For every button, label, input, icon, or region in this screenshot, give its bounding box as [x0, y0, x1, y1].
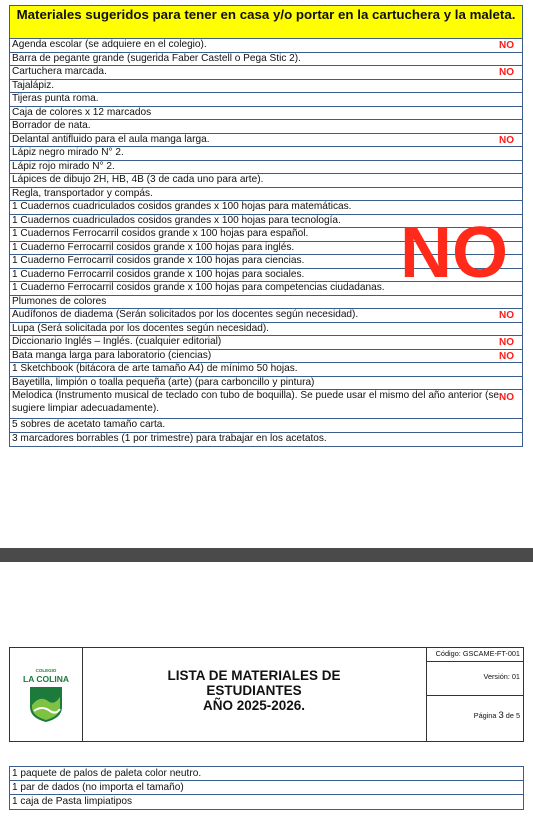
list-item: [10, 363, 522, 377]
list-item-text: Melodica (Instrumento musical de teclado con tubo de boquilla). Se puede usar el mismo del año anterior (se sugiere limpiar adecuadamente).: [12, 390, 500, 414]
not-required-mark: NO: [499, 67, 514, 78]
big-no-stamp: NO: [400, 213, 508, 293]
list-item-text: Borrador de nata.: [12, 120, 91, 131]
not-required-mark: NO: [499, 337, 514, 348]
title-line-2: ESTUDIANTES: [206, 683, 302, 698]
list-item-text: Lápiz rojo mirado N° 2.: [12, 160, 115, 172]
list-item: 1 paquete de palos de paleta color neutro.: [10, 767, 523, 781]
list-item-text: Plumones de colores: [12, 295, 107, 307]
list-item: [10, 120, 522, 134]
document-code: Código: GSCAME-FT-001: [427, 648, 523, 662]
document-header: [9, 647, 524, 742]
list-item-text: Bata manga larga para laboratorio (ciencias): [12, 349, 212, 361]
list-item: [10, 107, 522, 121]
table-header: Materiales sugeridos para tener en casa y/o portar en la cartuchera y la maleta.: [10, 6, 522, 39]
list-item-text: Tijeras punta roma.: [12, 93, 99, 104]
list-item-text: 3 marcadores borrables (1 por trimestre) para trabajar en los acetatos.: [12, 432, 327, 444]
list-item: [10, 390, 522, 419]
list-item-text: Barra de pegante grande (sugerida Faber Castell o Pega Stic 2).: [12, 52, 301, 64]
not-required-mark: NO: [499, 350, 514, 362]
list-item-text: Cartuchera marcada.: [12, 66, 107, 77]
list-item: [10, 377, 522, 391]
list-item: [10, 323, 522, 337]
not-required-mark: NO: [499, 310, 514, 321]
not-required-mark: NO: [499, 134, 514, 146]
title-line-1: LISTA DE MATERIALES DE: [167, 668, 341, 683]
page-divider: [0, 548, 533, 562]
list-item-text: 1 Cuaderno Ferrocarril cosidos grande x 100 hojas para sociales.: [12, 268, 305, 280]
not-required-mark: NO: [499, 392, 514, 403]
list-item: [10, 188, 522, 202]
list-item-text: 1 Cuaderno Ferrocarril cosidos grande x 100 hojas para ciencias.: [12, 255, 305, 266]
school-shield-icon: [28, 685, 64, 723]
list-item-text: Lupa (Será solicitada por los docentes según necesidad).: [12, 322, 269, 334]
page-label: Página: [473, 711, 497, 720]
materials-table-continued: [9, 766, 524, 810]
list-item: 1 caja de Pasta limpiatipos: [12, 796, 133, 807]
list-item-text: Caja de colores x 12 marcados: [12, 106, 152, 118]
title-line-3: AÑO 2025-2026.: [202, 698, 306, 713]
list-item: 1 par de dados (no importa el tamaño): [10, 781, 523, 795]
list-item-text: Diccionario Inglés – Inglés. (cualquier editorial): [12, 336, 222, 347]
list-item-text: 1 Cuaderno Ferrocarril cosidos grande x 100 hojas para competencias ciudadanas.: [12, 282, 385, 293]
list-item-text: 1 Sketchbook (bitácora de arte tamaño A4) de mínimo 50 hojas.: [12, 363, 298, 374]
list-item-text: Audífonos de diadema (Serán solicitados por los docentes según necesidad).: [12, 309, 359, 320]
list-item: [10, 419, 522, 433]
list-item: [10, 174, 522, 188]
list-item: [10, 80, 522, 94]
logo-small-text: COLEGIO: [35, 668, 57, 673]
document-version: Versión: 01: [427, 662, 523, 696]
page-number: [427, 696, 523, 741]
list-item-text: Agenda escolar (se adquiere en el colegio).: [12, 39, 207, 50]
list-item-text: 1 Cuaderno Ferrocarril cosidos grande x 100 hojas para inglés.: [12, 241, 295, 253]
list-item-text: 1 Cuadernos Ferrocarril cosidos grande x 100 hojas para español.: [12, 228, 309, 239]
page-total: de 5: [505, 711, 520, 720]
not-required-mark: NO: [499, 40, 514, 51]
logo-cell: [10, 648, 83, 741]
list-item: [10, 161, 522, 175]
list-item: [10, 296, 522, 310]
list-item: [10, 309, 522, 323]
logo-name: LA COLINA: [23, 674, 69, 684]
list-item-text: 5 sobres de acetato tamaño carta.: [12, 419, 166, 430]
rows-container-2: [10, 767, 523, 809]
list-item-text: Bayetilla, limpión o toalla pequeña (arte) (para carboncillo y pintura): [12, 376, 315, 388]
list-item-text: 1 Cuadernos cuadriculados cosidos grandes x 100 hojas para tecnología.: [12, 214, 341, 226]
list-item-text: Lápiz negro mirado N° 2.: [12, 147, 124, 158]
page-current: 3: [498, 710, 504, 721]
list-item: [10, 53, 522, 67]
list-item-text: Tajalápiz.: [12, 79, 55, 91]
list-item: [10, 93, 522, 107]
list-item-text: Lápices de dibujo 2H, HB, 4B (3 de cada uno para arte).: [12, 174, 264, 185]
list-item: [10, 66, 522, 80]
list-item: [10, 39, 522, 53]
list-item-text: 1 Cuadernos cuadriculados cosidos grandes x 100 hojas para matemáticas.: [12, 201, 352, 212]
list-item: [10, 336, 522, 350]
list-item: [10, 147, 522, 161]
list-item-text: Regla, transportador y compás.: [12, 187, 153, 199]
list-item-text: Delantal antifluido para el aula manga larga.: [12, 133, 210, 145]
list-item: [10, 433, 522, 447]
list-item: [10, 134, 522, 148]
document-title: [82, 648, 427, 741]
list-item: [10, 350, 522, 364]
